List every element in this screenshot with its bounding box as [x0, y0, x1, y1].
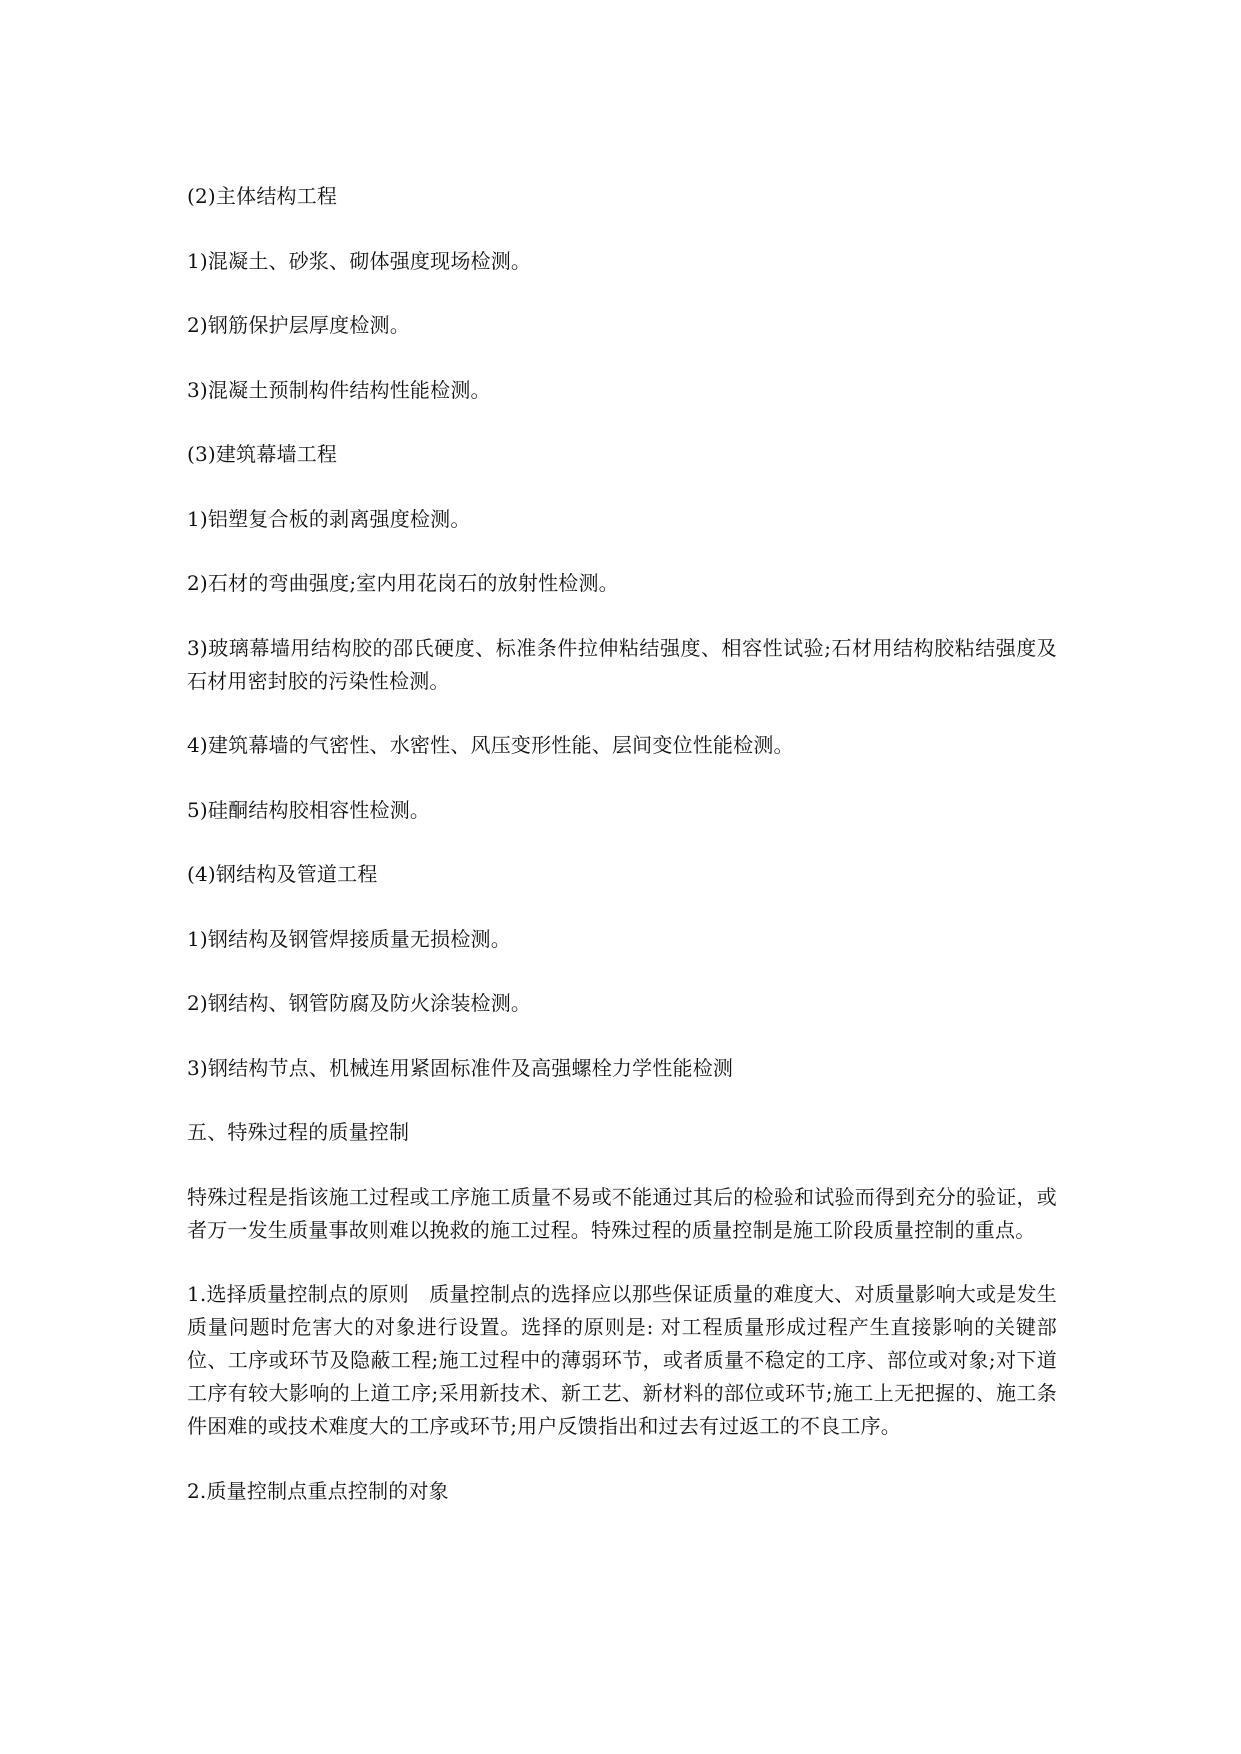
section-heading-curtain-wall: (3)建筑幕墙工程 [187, 442, 338, 466]
list-item: 2)钢结构、钢管防腐及防火涂装检测。 [187, 991, 532, 1015]
list-item: 5)硅酮结构胶相容性检测。 [187, 797, 431, 822]
list-item: 2)钢筋保护层厚度检测。 [187, 313, 410, 337]
list-item: 4)建筑幕墙的气密性、水密性、风压变形性能、层间变位性能检测。 [187, 733, 794, 757]
list-item: 1)钢结构及钢管焊接质量无损检测。 [187, 926, 511, 951]
subsection-heading-control-objects: 2.质量控制点重点控制的对象 [187, 1478, 449, 1503]
list-item: 2)石材的弯曲强度;室内用花岗石的放射性检测。 [187, 571, 619, 595]
list-item: 1)铝塑复合板的剥离强度检测。 [187, 506, 471, 531]
list-item: 1)混凝土、砂浆、砌体强度现场检测。 [187, 248, 532, 273]
section-heading-main-structure: (2)主体结构工程 [187, 184, 338, 208]
list-item: 3)玻璃幕墙用结构胶的邵氏硬度、标准条件拉伸粘结强度、相容性试验;石材用结构胶粘结强度及石材用密封胶的污染性检测。 [187, 635, 1057, 693]
chapter-heading-special-process: 五、特殊过程的质量控制 [187, 1120, 410, 1144]
document-body [187, 180, 1057, 1539]
list-item: 3)混凝土预制构件结构性能检测。 [187, 377, 491, 402]
list-item: 3)钢结构节点、机械连用紧固标准件及高强螺栓力学性能检测 [187, 1055, 734, 1080]
section-heading-steel-structure: (4)钢结构及管道工程 [187, 862, 378, 886]
body-paragraph: 特殊过程是指该施工过程或工序施工质量不易或不能通过其后的检验和试验而得到充分的验证，或者万一发生质量事故则难以挽救的施工过程。特殊过程的质量控制是施工阶段质量控制的重点。 [187, 1184, 1057, 1242]
body-paragraph: 1.选择质量控制点的原则 质量控制点的选择应以那些保证质量的难度大、对质量影响大或是发生质量问题时危害大的对象进行设置。选择的原则是: 对工程质量形成过程产生直接影响的关键部位、工序或环节及隐蔽工程;施工过程中的薄弱环节，或者质量不稳定的工序、部位或对象;对下道工序有较大影响的上道工序;采用新技术、新工艺、新材料的部位或环节;施工上无把握的、施工条件困难的或技术难度大的工序或环节;用户反馈指出和过去有过返工的不良工序。 [187, 1282, 1057, 1438]
